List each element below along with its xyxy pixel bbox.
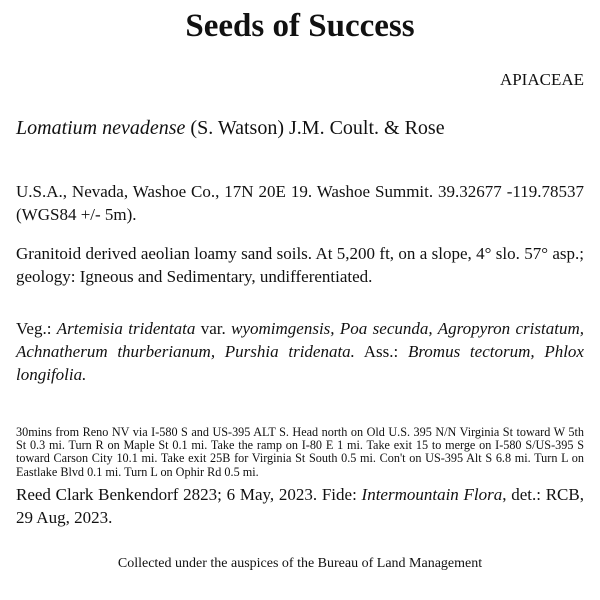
veg-var-word: var. bbox=[195, 319, 232, 338]
directions-text: 30mins from Reno NV via I-580 S and US-395 ALT S. Head north on Old U.S. 395 N/N Virginia St toward W 5th St 0.3 mi. Turn R on Maple St 0.1 mi. Take the ramp on I-80 E 1 mi. Take exit 15 to merge on I-580 S/US-395 S toward Carson City 10.1 mi. Take exit 25B for Virginia St South 0.5 mi. Con't on US-395 Alt S 6.8 mi. Turn L on Eastlake Blvd 0.1 mi. Turn L on Ophir Rd 0.5 mi. bbox=[16, 425, 584, 479]
taxon-authority: (S. Watson) J.M. Coult. & Rose bbox=[190, 117, 445, 139]
determination: , det.: RCB, 29 Aug, 2023. bbox=[16, 485, 584, 527]
taxon-name bbox=[16, 117, 586, 140]
vegetation-text bbox=[16, 317, 584, 386]
family-name: APIACEAE bbox=[499, 70, 584, 89]
label-title: Seeds of Success bbox=[185, 8, 415, 44]
footer-note: Collected under the auspices of the Bureau of Land Management bbox=[117, 556, 483, 571]
veg-ass-word: Ass.: bbox=[354, 342, 408, 361]
veg-species-2: wyomimgensis, Poa secunda, Agropyron cristatum, Achnatherum thurberianum, Purshia tridenata. bbox=[16, 319, 584, 361]
collector-info: Reed Clark Benkendorf 2823; 6 May, 2023. Fide: bbox=[16, 485, 362, 504]
habitat-text: Granitoid derived aeolian loamy sand soils. At 5,200 ft, on a slope, 4° slo. 57° asp.; geology: Igneous and Sedimentary, undifferentiated. bbox=[16, 244, 584, 286]
veg-species-1: Artemisia tridentata bbox=[56, 319, 196, 338]
collector-text bbox=[16, 483, 584, 529]
veg-prefix: Veg.: bbox=[16, 319, 57, 338]
scientific-name: Lomatium nevadense bbox=[16, 117, 186, 139]
veg-species-3: Bromus tectorum, Phlox longifolia. bbox=[16, 342, 584, 384]
location-text: U.S.A., Nevada, Washoe Co., 17N 20E 19. Washoe Summit. 39.32677 -119.78537 (WGS84 +/- 5m). bbox=[16, 182, 584, 224]
flora-reference: Intermountain Flora bbox=[361, 485, 503, 504]
